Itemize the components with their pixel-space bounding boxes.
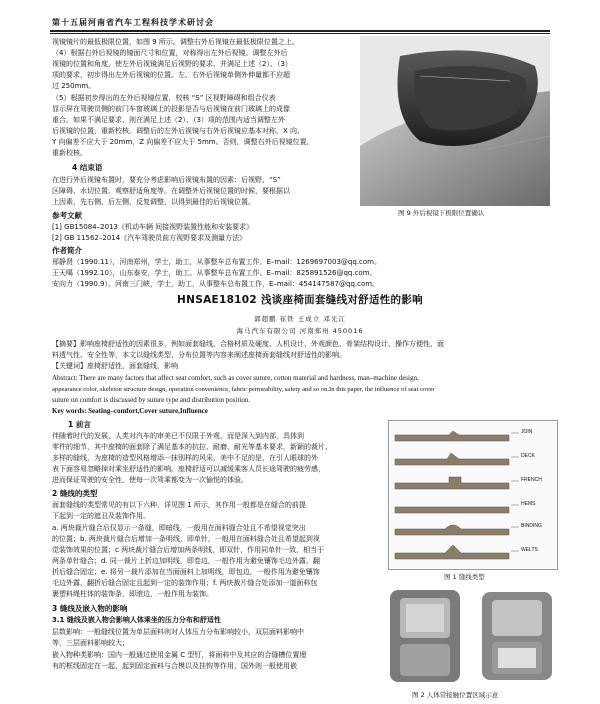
- subsection-heading: 3.1 缝线及嵌入物会影响人体乘坐的压力分布和舒适性: [52, 616, 221, 624]
- text-line: 裹塑料绳柱体的装饰条，即滚边，一般作用为装饰。: [52, 590, 213, 598]
- section-heading: 2 缝线的类型: [52, 489, 98, 498]
- text-line: 多样的缝线，为座椅的造型风格增添一抹别样的风采，美中不足的是，在引人眼球的外: [52, 454, 318, 462]
- text-line: 觉装饰效果的位置；c 两块裁片缝合后增加两条明线，即双针，作用同单针一致，相当于: [52, 546, 325, 554]
- figure-9-caption: 图 9 外后视镜下极限位置确认: [398, 209, 485, 217]
- text-line: 零件的细节，其中座椅的面套除了满足基本的抗拉、耐磨、耐光等基本要求，新颖的裁片、: [52, 443, 332, 451]
- text-line: 面套缝线的类型常见的有以下六种，详见图 1 所示，其作用一般都是在缝合的前提: [52, 501, 306, 509]
- section-heading: 3 缝线及嵌入物的影响: [52, 604, 128, 613]
- text-line: 嵌入物种类影响：国内一般通过使用金属 C 型钉，将面料中及其应的合缝槽位置埋: [52, 651, 307, 659]
- abstract-cn-line: 料透气性、安全性等，本文以缝线类型、分布位置等内容来阐述座椅面套缝线对舒适性的影响。: [52, 351, 346, 359]
- keywords-cn: 【关键词】座椅舒适性，面套缝线，影响: [52, 362, 178, 370]
- text-line: 进而保证驾驶的安全性，使每一次驾乘都变为一次愉悦的体验。: [52, 476, 248, 484]
- text-line: 的位置；b. 两块裁片缝合后增加一条明线，即单针，一般用在面料缝合处且希望起到视: [52, 535, 320, 543]
- text-line: 毛边外露，翻折后缝合固定且起到一定的装饰作用；f. 两块裁片缝合处添加一道面料包: [52, 579, 318, 587]
- text-line: Y 向偏差不应大于 20mm，Z 向偏差不应大于 5mm。否则，调整右外后视镜位置，: [52, 138, 314, 146]
- text-line: 显示屏在驾驶员侧的前门车窗玻璃上的投影是否与后视镜在前门玻璃上的成像: [52, 105, 290, 113]
- text-line: 等，三层面料影响较大；: [52, 639, 129, 647]
- mirror-photo-illustration: [360, 36, 550, 206]
- text-line: a. 两块裁片缝合后仅显示一条缝，即暗线，一般用在面料缝合处且不希望视觉突出: [52, 524, 306, 532]
- abstract-en-line: Abstract: There are many factors that affect seat comfort, such as cover suture, cotton material and hardness, man–machine design,: [52, 374, 419, 382]
- text-line: 在进行外后视镜布置时，要充分考虑影响后视镜布置的因素：后视野、“S”: [52, 176, 281, 184]
- header-rule: [50, 30, 550, 32]
- seam-label: HEMS: [521, 501, 536, 507]
- text-line: 过 250mm。: [52, 82, 96, 90]
- seam-label: DECK: [521, 453, 535, 459]
- abstract-en-line: appearance color, skeleton structure design, operation convenience, fabric permeability, safety and so on.In this paper, the influence of seat cover: [52, 386, 435, 393]
- abstract-en-line: suture on comfort is discussed by suture type and distribution position.: [52, 396, 251, 404]
- section-heading: 1 前言: [68, 420, 91, 429]
- figure-2-caption: 图 2 人体常接触位置区域示意: [412, 691, 499, 699]
- figure-9-photo: [360, 36, 550, 206]
- text-line: 伴随着时代的发展，人类对汽车的审美已不仅限于外观，而是深入到内部，具体到: [52, 432, 304, 440]
- text-line: 有的框线固定在一起，起到固定面料与合模以及挂钩等作用，国外则一般使用嵌: [52, 662, 297, 670]
- bio-heading: 作者简介: [52, 246, 82, 255]
- header-rule-thin: [50, 33, 550, 34]
- abstract-cn-line: 【摘要】影响座椅舒适性的因素很多，例如面套缝线、合格材质及硬度、人机设计、外观颜色、骨架结构设计、操作方便性、面: [52, 340, 444, 348]
- text-line: 重合。如果不满足要求，则在满足上述（2）、（3）项的范围内适当调整左外: [52, 116, 285, 124]
- keywords-en: Key words: Seating–comfort,Cover suture,Influence: [52, 407, 208, 415]
- author-bio: 邢静贤（1990.11），河南郑州，学士，助工，从事整车总布置工作。E–mail：1269697003@qq.com。: [52, 258, 381, 266]
- article-title: HNSAE18102 浅谈座椅面套缝线对舒适性的影响: [177, 294, 423, 306]
- article-affiliation: 海马汽车有限公司 河南郑州 450016: [236, 327, 364, 335]
- text-line: 上因素，先右侧、后左侧，反复调整，以得到最佳的后视镜位置。: [52, 198, 255, 206]
- text-line: 折后缝合固定；e. 将另一裁片添加在当面面料上加明线，即包边，一般作用为避免镶饰: [52, 568, 320, 576]
- figure-2-seat-diagram: [386, 586, 558, 686]
- text-line: 视镜镜片的最低极限位置，如图 9 所示。调整右外后视镜在最低极限位置之上。: [52, 38, 299, 46]
- running-header: 第十五届河南省汽车工程科技学术研讨会: [52, 18, 214, 27]
- figure-1-seam-types: [388, 420, 558, 570]
- seam-label: BINDING: [521, 523, 542, 529]
- text-line: 项的要求，初步得出左外后视镜的位置。左、右外后视镜单侧外伸量都不应超: [52, 71, 290, 79]
- seat-contact-illustration: [386, 586, 558, 686]
- text-line: （5）根据初步得出的左外后视镜位置，校核 “S” 区视野障碍和组合仪表: [52, 94, 276, 102]
- seam-label: FRENCH: [521, 477, 542, 483]
- reference-item: [1] GB15084–2013《机动车辆 间接视野装置性能和安装要求》: [52, 223, 254, 231]
- seam-label: JOIN: [521, 429, 533, 435]
- reference-item: [2] GB 11562–2014《汽车驾驶员前方视野要求及测量方法》: [52, 234, 247, 242]
- author-bio: 安向力（1990.9），河南三门峡，学士，助工，从事整车总布置工作，E–mail：454147587@qq.com。: [52, 280, 380, 288]
- figure-1-caption: 图 1 缝线类型: [444, 573, 485, 581]
- text-line: 层数影响：一般缝线位置为单层面料则对人体压力分布影响较小，双层面料影响中: [52, 628, 304, 636]
- references-heading: 参考文献: [52, 211, 82, 220]
- text-line: 下起到一定的遮丑及装饰作用。: [52, 512, 150, 520]
- author-bio: 王天噶（1992.10），山东泰安，学士，助工。从事整车总布置工作。E–mail：825891526@qq.com。: [52, 269, 377, 277]
- text-line: 表下面容易忽略掉对乘坐舒适性的影响。座椅舒适可以减缓乘客人员长途驾驶的疲劳感，: [52, 465, 325, 473]
- text-line: （4）根据右外后视镜的镜面尺寸和位置，对称得出左外后视镜。调整左外后: [52, 49, 288, 57]
- text-line: 后视镜的位置，重新校核。调整后的左外后视镜与右外后视镜应基本对称，X 向、: [52, 127, 305, 135]
- seam-label: WELTS: [521, 547, 538, 553]
- text-line: 视镜的位置和角度，使左外后视镜满足后视野的要求，并满足上述（2）、（3）: [52, 60, 292, 68]
- text-line: 两条单针缝合；d. 同一裁片上折边加明线，即卷边，一般作用为避免镶饰毛边外露，翻: [52, 557, 320, 565]
- article-authors: 郭超鹏 崔铁 王成立 邓光江: [254, 315, 346, 323]
- text-line: 区障碍、水切位置、观察舒适角度等。在调整外后视镜位置的时候，要根据以: [52, 187, 290, 195]
- text-line: 重新校核。: [52, 149, 87, 157]
- section-heading: 4 结束语: [72, 163, 103, 172]
